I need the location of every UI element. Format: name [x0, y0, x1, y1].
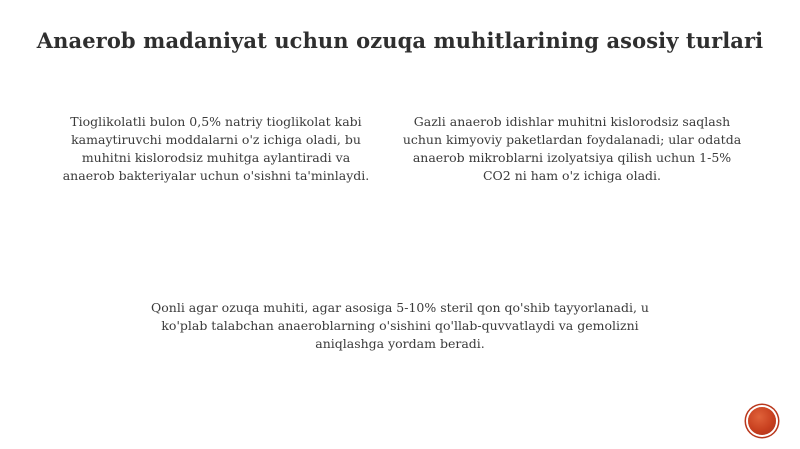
paragraph-thioglycolate: Tioglikolatli bulon 0,5% natriy tioglikolat kabi kamaytiruvchi moddalarni o'z ichiga oladi, bu muhitni kislorodsiz muhitga aylantiradi va anaerob bakteriyalar uchun o'sishni ta'minlaydi.	[62, 114, 370, 183]
circle-button-icon[interactable]	[748, 407, 776, 435]
paragraph-gas-jars: Gazli anaerob idishlar muhitni kislorodsiz saqlash uchun kimyoviy paketlardan foydalanadi; ular odatda anaerob mikroblarni izolyatsiya qilish uchun 1-5% CO2 ni ham o'z ichiga oladi.	[402, 114, 742, 183]
paragraph-blood-agar: Qonli agar ozuqa muhiti, agar asosiga 5-10% steril qon qo'shib tayyorlanadi, u ko'plab talabchan anaeroblarning o'sishini qo'llab-quvvatlaydi va gemolizni aniqlashga yordam beradi.	[151, 300, 649, 351]
slide-title: Anaerob madaniyat uchun ozuqa muhitlarining asosiy turlari	[36, 28, 764, 53]
